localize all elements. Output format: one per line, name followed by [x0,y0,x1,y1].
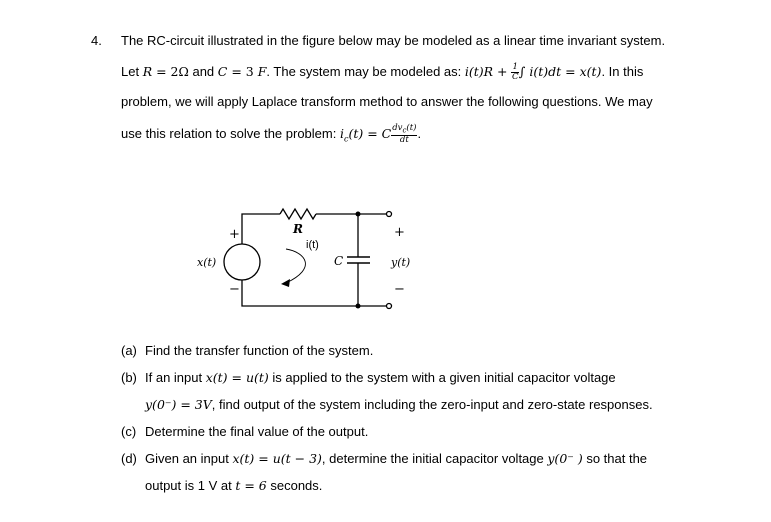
part-label: (d) [121,451,137,466]
text: If an input [145,370,206,385]
math: = 3 [227,63,258,79]
part-label: (c) [121,424,137,439]
part-a [121,343,374,359]
denominator: dt [399,134,409,145]
text: dv [392,123,403,133]
problem-line-1: The RC-circuit illustrated in the figure below may be modeled as a linear time invariant system. [121,33,666,48]
text: output is 1 V at [145,478,236,493]
text: . [417,125,422,141]
wire-bottom [242,280,386,306]
subscript: c [343,134,349,144]
numerator: 1 [512,62,518,72]
math: x(t) = u(t − 3) [232,451,322,466]
output-minus: − [394,282,405,297]
part-text: Determine the final value of the output. [145,424,369,439]
text: . The system may be modeled as: [266,63,465,79]
problem-line-3: problem, we will apply Laplace transform method to answer the following questions. We may [121,94,653,109]
part-b [121,370,616,386]
math: x(t) = u(t) [205,370,269,385]
wire-top-left [242,214,280,244]
part-label: (a) [121,343,137,358]
part-b-continued [145,397,653,413]
text: is applied to the system with a given initial capacitor voltage [268,370,616,385]
math: ∫ i(t)dt = x(t) [518,63,602,79]
resistor-icon [280,209,316,219]
text: Given an input [145,451,233,466]
text: . In this [601,63,644,79]
math: R [142,63,153,79]
math: = 2Ω [152,63,189,79]
text: Let [121,63,143,79]
source-label: x(t) [197,256,217,269]
text: (t) [406,123,417,133]
part-d [121,451,648,467]
math: y(0⁻) = 3V [145,397,212,412]
text: and [188,63,218,79]
output-terminal [387,212,392,217]
source-minus: − [229,282,240,297]
arrowhead-icon [281,279,290,287]
junction-dot [356,304,361,309]
text: so that the [582,451,648,466]
output-label: y(t) [391,256,411,269]
source-plus: + [229,227,240,242]
resistor-label: R [293,222,303,236]
math: (t) = C [348,125,392,141]
math: t = 6 [235,478,267,493]
junction-dot [356,212,361,217]
math: F [257,63,267,79]
math: y(0⁻ ) [547,451,583,466]
math: i(t)R + [464,63,512,79]
text: , determine the initial capacitor voltage [321,451,548,466]
text: seconds. [266,478,323,493]
output-plus: + [394,225,405,240]
text: use this relation to solve the problem: [121,125,340,141]
current-arrow-icon [286,249,305,283]
math: C [217,63,228,79]
subscript: c [402,125,407,135]
output-terminal [387,304,392,309]
math: i [339,125,344,141]
problem-number: 4. [91,33,102,48]
denominator: C [511,72,519,82]
capacitor-label: C [334,254,344,268]
part-text: Find the transfer function of the system. [145,343,374,358]
part-c [121,424,369,440]
current-label: i(t) [306,239,319,251]
part-d-continued [145,478,322,494]
text: , find output of the system including the zero-input and zero-state responses. [211,397,653,412]
part-label: (b) [121,370,137,385]
voltage-source-icon [224,244,260,280]
